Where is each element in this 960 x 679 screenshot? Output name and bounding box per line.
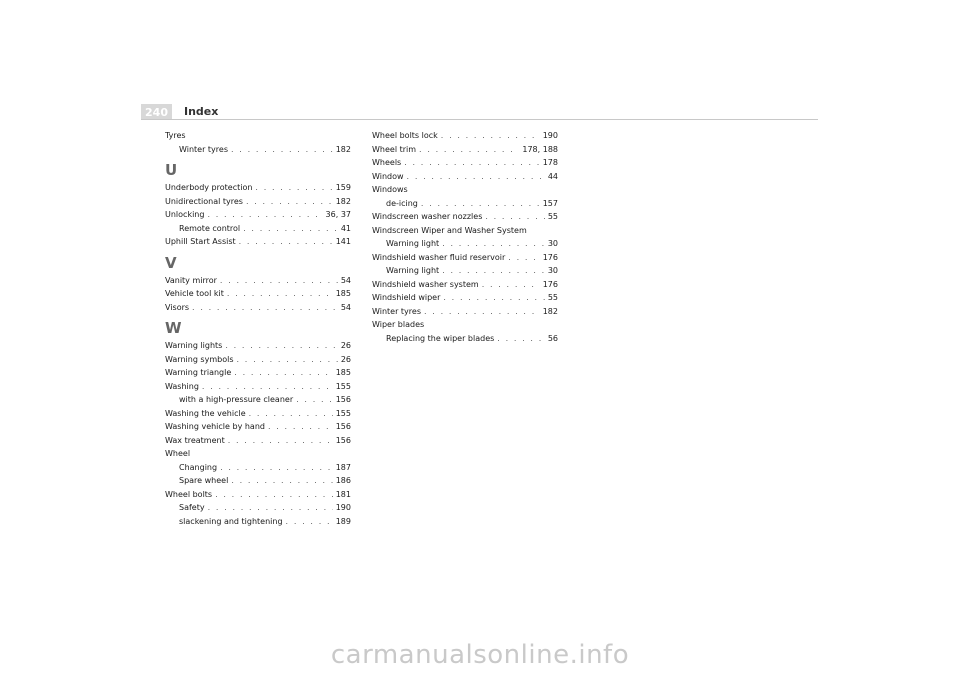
dot-leader xyxy=(482,278,540,292)
dot-leader xyxy=(296,393,333,407)
dot-leader xyxy=(407,170,545,184)
index-page-ref: 54 xyxy=(340,302,351,312)
index-page-ref: 26 xyxy=(340,341,351,350)
index-entry xyxy=(372,183,558,197)
index-page-ref: 55 xyxy=(547,212,558,221)
dot-leader xyxy=(268,420,333,434)
dot-leader xyxy=(424,305,540,319)
index-page-ref: 157 xyxy=(542,198,558,208)
page-title: Index xyxy=(184,105,219,118)
index-term: Wheel xyxy=(165,449,191,458)
index-page-ref: 190 xyxy=(335,503,351,512)
dot-leader xyxy=(246,195,333,209)
index-page-ref: 41 xyxy=(340,223,351,233)
index-term: Wiper blades xyxy=(372,320,425,329)
dot-leader xyxy=(231,143,333,157)
index-page-ref: 30 xyxy=(547,266,558,275)
index-letter-heading: W xyxy=(165,319,182,337)
index-entry xyxy=(372,170,558,184)
index-entry xyxy=(165,380,351,394)
index-page-ref: 182 xyxy=(335,196,351,206)
dot-leader xyxy=(442,264,545,278)
dot-leader xyxy=(255,181,332,195)
index-entry xyxy=(165,181,351,195)
dot-leader xyxy=(220,274,338,288)
index-entry xyxy=(165,208,351,222)
index-term: Warning light xyxy=(386,239,440,248)
index-term: Winter tyres xyxy=(179,144,228,154)
index-page-ref: 190 xyxy=(542,131,558,140)
index-page-ref: 176 xyxy=(542,252,558,262)
dot-leader xyxy=(220,461,333,475)
dot-leader xyxy=(421,197,540,211)
index-page-ref: 156 xyxy=(335,435,351,445)
index-entry xyxy=(372,291,558,305)
index-entry xyxy=(372,318,558,332)
index-term: Safety xyxy=(179,503,205,512)
dot-leader xyxy=(243,222,338,236)
index-page-ref: 178, 188 xyxy=(522,144,558,154)
index-entry xyxy=(372,129,558,143)
index-subentry xyxy=(372,264,558,278)
index-entry xyxy=(165,447,351,461)
index-page-ref: 176 xyxy=(542,279,558,289)
index-entry xyxy=(165,339,351,353)
watermark: carmanualsonline.info xyxy=(330,640,630,670)
index-page-ref: 186 xyxy=(335,476,351,485)
index-term: Washing the vehicle xyxy=(165,408,246,418)
index-page-ref: 182 xyxy=(335,144,351,154)
dot-leader xyxy=(231,474,332,488)
index-subentry xyxy=(372,197,558,211)
index-subentry xyxy=(372,332,558,346)
index-term: Windshield wiper xyxy=(372,293,441,302)
dot-leader xyxy=(485,210,544,224)
dot-leader xyxy=(239,235,333,249)
index-entry xyxy=(165,195,351,209)
dot-leader xyxy=(208,501,333,515)
index-page-ref: 156 xyxy=(335,395,351,404)
index-term: Warning triangle xyxy=(165,368,232,377)
index-term: Remote control xyxy=(179,223,241,233)
index-subentry xyxy=(165,474,351,488)
index-term: Windshield washer system xyxy=(372,279,479,289)
index-page-ref: 185 xyxy=(335,368,351,377)
dot-leader xyxy=(508,251,539,265)
dot-leader xyxy=(192,301,338,315)
index-entry xyxy=(372,224,558,238)
index-entry xyxy=(165,235,351,249)
index-page-ref: 30 xyxy=(547,239,558,248)
index-entry xyxy=(165,287,351,301)
index-term: Wheel bolts lock xyxy=(372,131,438,140)
index-term: Windshield washer fluid reservoir xyxy=(372,252,506,262)
index-page-ref: 182 xyxy=(542,306,558,316)
index-term: Wax treatment xyxy=(165,435,225,445)
index-term: Windows xyxy=(372,185,408,194)
index-subentry xyxy=(165,501,351,515)
index-column-left xyxy=(165,129,351,528)
index-term: slackening and tightening xyxy=(179,516,283,526)
index-entry xyxy=(165,274,351,288)
dot-leader xyxy=(404,156,540,170)
index-term: Window xyxy=(372,171,404,181)
index-page-ref: 156 xyxy=(335,422,351,431)
index-term: Warning lights xyxy=(165,341,223,350)
index-term: Wheel trim xyxy=(372,144,417,154)
index-letter-heading: U xyxy=(165,161,178,179)
index-page-ref: 189 xyxy=(335,516,351,526)
index-term: Visors xyxy=(165,302,190,312)
index-term: Wheel bolts xyxy=(165,489,213,499)
index-term: with a high-pressure cleaner xyxy=(179,395,294,404)
index-subentry xyxy=(372,237,558,251)
dot-leader xyxy=(234,366,332,380)
index-entry xyxy=(165,366,351,380)
index-subentry xyxy=(165,393,351,407)
dot-leader xyxy=(443,291,544,305)
index-page-ref: 181 xyxy=(335,489,351,499)
dot-leader xyxy=(202,380,333,394)
index-page-ref: 178 xyxy=(542,158,558,167)
index-entry xyxy=(372,251,558,265)
dot-leader xyxy=(227,287,333,301)
dot-leader xyxy=(207,208,322,222)
index-term: Unidirectional tyres xyxy=(165,196,243,206)
index-page-ref: 26 xyxy=(340,354,351,364)
index-page-ref: 187 xyxy=(335,462,351,472)
index-subentry xyxy=(165,461,351,475)
index-term: Spare wheel xyxy=(179,476,229,485)
index-term: Underbody protection xyxy=(165,183,253,192)
index-page-ref: 155 xyxy=(335,408,351,418)
index-term: Washing xyxy=(165,381,199,391)
index-term: Wheels xyxy=(372,158,402,167)
index-entry xyxy=(372,143,558,157)
index-entry xyxy=(165,434,351,448)
index-term: Vehicle tool kit xyxy=(165,289,224,298)
dot-leader xyxy=(286,515,333,529)
dot-leader xyxy=(419,143,519,157)
index-subentry xyxy=(165,515,351,529)
index-entry xyxy=(372,210,558,224)
header-divider xyxy=(141,119,818,120)
dot-leader xyxy=(215,488,333,502)
dot-leader xyxy=(497,332,545,346)
index-entry xyxy=(165,488,351,502)
index-page-ref: 141 xyxy=(335,237,351,246)
index-page-ref: 185 xyxy=(335,289,351,298)
index-page-ref: 155 xyxy=(335,381,351,391)
index-term: Replacing the wiper blades xyxy=(386,333,495,343)
index-entry xyxy=(165,407,351,421)
index-term: Uphill Start Assist xyxy=(165,237,236,246)
index-term: Unlocking xyxy=(165,210,205,219)
dot-leader xyxy=(237,353,338,367)
index-term: Washing vehicle by hand xyxy=(165,422,265,431)
index-entry xyxy=(165,353,351,367)
index-term: Vanity mirror xyxy=(165,275,217,285)
index-page-ref: 56 xyxy=(547,333,558,343)
index-column-right xyxy=(372,129,558,345)
index-term: Warning symbols xyxy=(165,354,234,364)
index-term: de-icing xyxy=(386,198,418,208)
page-number-badge: 240 xyxy=(141,104,172,120)
index-page-ref: 54 xyxy=(340,275,351,285)
index-page-ref: 44 xyxy=(547,171,558,181)
index-page-ref: 55 xyxy=(547,293,558,302)
index-entry xyxy=(372,156,558,170)
index-term: Tyres xyxy=(165,131,186,140)
dot-leader xyxy=(249,407,333,421)
dot-leader xyxy=(441,129,540,143)
index-page-ref: 36, 37 xyxy=(325,210,351,219)
index-entry xyxy=(165,420,351,434)
index-entry xyxy=(372,305,558,319)
index-term: Changing xyxy=(179,462,218,472)
index-subentry xyxy=(165,222,351,236)
dot-leader xyxy=(225,339,337,353)
dot-leader xyxy=(228,434,333,448)
index-term: Windscreen Wiper and Washer System xyxy=(372,225,527,235)
index-term: Windscreen washer nozzles xyxy=(372,212,483,221)
index-term: Warning light xyxy=(386,266,440,275)
index-entry xyxy=(372,278,558,292)
index-term: Winter tyres xyxy=(372,306,421,316)
index-entry xyxy=(165,301,351,315)
dot-leader xyxy=(442,237,545,251)
index-subentry xyxy=(165,143,351,157)
index-letter-heading: V xyxy=(165,253,177,272)
index-page-ref: 159 xyxy=(335,183,351,192)
index-entry xyxy=(165,129,351,143)
